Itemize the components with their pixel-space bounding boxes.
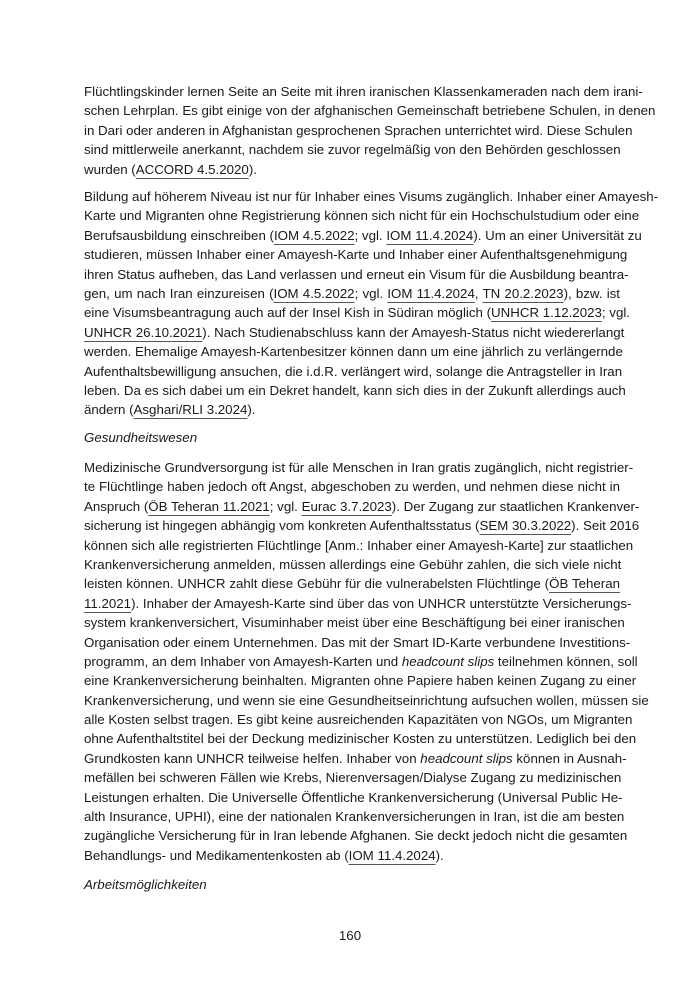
text-segment: ohne Aufenthaltstitel bei der Deckung medizinischer Kosten zu unterstützen. Lediglich bei den: [84, 731, 637, 747]
text-line: [84, 477, 620, 496]
text-line: [84, 140, 620, 159]
emphasized-term: headcount slips: [420, 750, 513, 766]
text-line: [84, 101, 656, 120]
text-segment: leben. Da es sich dabei um ein Dekret handelt, kann sich dies in der Zukunft allerdings auch: [84, 382, 626, 398]
text-segment: ). Seit 2016: [571, 518, 640, 534]
text-line: [84, 245, 628, 264]
text-line: [84, 594, 632, 613]
text-line: [84, 497, 640, 516]
text-line: [84, 381, 626, 400]
citation-link[interactable]: Asghari/RLI 3.2024: [133, 402, 248, 418]
text-line: [84, 516, 640, 535]
text-line: [84, 536, 634, 555]
text-line: [84, 652, 638, 671]
text-segment: ; vgl.: [601, 305, 630, 321]
text-line: [84, 187, 659, 206]
text-line: [84, 400, 620, 419]
citation-link[interactable]: IOM 11.4.2024: [348, 847, 436, 863]
text-line: [84, 226, 642, 245]
page-number: 160: [338, 928, 362, 943]
text-segment: ; vgl.: [354, 285, 388, 301]
text-segment: Medizinische Grundversorgung ist für alle Menschen in Iran gratis zugänglich, nicht registrier-: [84, 460, 634, 475]
text-segment: gen, um nach Iran einzureisen (: [84, 285, 274, 301]
citation-link[interactable]: ÖB Teheran: [549, 576, 620, 592]
emphasized-term: headcount slips: [401, 653, 495, 669]
text-segment: mefällen bei schweren Fällen wie Krebs, Nierenversagen/Dialyse Zugang zu medizinischen: [84, 770, 622, 786]
text-segment: in Dari oder anderen in Afghanistan gesprochenen Sprachen unterrichtet wird. Diese Schulen: [84, 122, 633, 138]
text-segment: ; vgl.: [354, 227, 387, 243]
text-line: [84, 633, 631, 652]
text-line: [84, 323, 625, 342]
text-line: [84, 82, 643, 101]
citation-link[interactable]: IOM 11.4.2024: [387, 285, 475, 301]
text-segment: alle Kosten selbst tragen. Es gibt keine ausreichenden Kapazitäten von NGOs, um Migranten: [84, 712, 633, 728]
text-line: [84, 788, 623, 807]
citation-link[interactable]: IOM 11.4.2024: [386, 227, 474, 243]
paragraph-health: [84, 458, 649, 865]
text-segment: Flüchtlingskinder lernen Seite an Seite mit ihren iranischen Klassenkameraden nach dem irani-: [84, 84, 643, 99]
text-segment: ihren Status aufheben, das Land verlassen und erneut ein Visum für die Ausbildung beantra-: [84, 266, 629, 282]
text-segment: ). Inhaber der Amayesh-Karte sind über das von UNHCR unterstützte Versicherungs-: [131, 595, 632, 611]
text-line: [84, 121, 633, 140]
text-segment: sicherung ist hingegen abhängig vom konkreten Aufenthaltsstatus (: [84, 518, 480, 534]
citation-link[interactable]: UNHCR 26.10.2021: [84, 324, 203, 340]
text-segment: Bildung auf höherem Niveau ist nur für Inhaber eines Visums zugänglich. Inhaber einer Amayesh-: [84, 189, 659, 204]
paragraph-higher-education: [84, 187, 659, 420]
text-line: [84, 206, 640, 225]
text-segment: Leistungen erhalten. Die Universelle Öffentliche Krankenversicherung (Universal Public He-: [84, 789, 623, 805]
text-segment: werden. Ehemalige Amayesh-Kartenbesitzer können dann um eine jährlich zu verlängernde: [84, 344, 623, 360]
text-segment: Organisation oder einem Unternehmen. Das mit der Smart ID-Karte verbundene Investitions-: [84, 634, 631, 650]
text-segment: Krankenversicherung anmelden, müssen allerdings eine Gebühr zahlen, die sich viele nicht: [84, 556, 622, 572]
citation-link[interactable]: 11.2021: [84, 595, 132, 611]
text-segment: ). Nach Studienabschluss kann der Amayesh-Status nicht wiedererlangt: [202, 324, 625, 340]
text-line: [84, 342, 623, 361]
text-segment: eine Krankenversicherung beinhalten. Migranten ohne Papiere haben keinen Zugang zu einer: [84, 673, 637, 689]
text-segment: schen Lehrplan. Es gibt einige von der afghanischen Gemeinschaft betriebene Schulen, in denen: [84, 103, 656, 119]
text-line: [84, 846, 620, 865]
citation-link[interactable]: IOM 4.5.2022: [273, 227, 355, 243]
text-segment: system krankenversichert, Visuminhaber meist über eine Beschäftigung bei einer iranischen: [84, 615, 625, 631]
text-line: [84, 160, 620, 179]
text-segment: leisten können. UNHCR zahlt diese Gebühr für die vulnerabelsten Flüchtlinge (: [84, 576, 550, 592]
text-line: [84, 613, 625, 632]
text-segment: ; vgl.: [269, 498, 302, 514]
text-line: [84, 691, 649, 710]
citation-link[interactable]: IOM 4.5.2022: [273, 285, 355, 301]
text-line: [84, 303, 630, 322]
text-line: [84, 284, 620, 303]
text-line: [84, 362, 623, 381]
text-line: [84, 768, 620, 787]
text-segment: ).: [435, 847, 444, 863]
text-segment: Aufenthaltsbewilligung ansuchen, die i.d.R. verlängert wird, solange die Antragsteller in Iran: [84, 363, 623, 379]
text-line: [84, 749, 627, 768]
text-segment: te Flüchtlinge haben jedoch oft Angst, abgeschoben zu werden, und nehmen diese nicht in: [84, 479, 620, 495]
text-segment: wurden (: [84, 161, 136, 177]
text-line: [84, 807, 625, 826]
text-line: [84, 729, 637, 748]
text-segment: Anspruch (: [84, 498, 149, 514]
text-segment: eine Visumsbeantragung auch auf der Insel Kish in Südiran möglich (: [84, 305, 492, 321]
text-line: [84, 574, 620, 593]
citation-link[interactable]: TN 20.2.2023: [482, 285, 564, 301]
text-line: [84, 826, 628, 845]
citation-link[interactable]: SEM 30.3.2022: [479, 518, 572, 534]
text-segment: Berufsausbildung einschreiben (: [84, 227, 274, 243]
citation-link[interactable]: ÖB Teheran 11.2021: [148, 498, 270, 514]
text-segment: ).: [247, 402, 256, 418]
text-line: [84, 710, 633, 729]
text-segment: zugängliche Versicherung für in Iran lebende Afghanen. Sie deckt jedoch nicht die gesamten: [84, 828, 628, 844]
text-line: [84, 458, 634, 477]
text-segment: teilnehmen können, soll: [494, 653, 638, 669]
text-segment: programm, an dem Inhaber von Amayesh-Karten und: [84, 653, 402, 669]
text-segment: Krankenversicherung, und wenn sie eine Gesundheitseinrichtung aufsuchen wollen, müssen sie: [84, 692, 649, 708]
section-heading-health: Gesundheitswesen: [84, 430, 198, 445]
text-line: [84, 671, 637, 690]
paragraph-schools: [84, 82, 656, 179]
text-segment: können in Ausnah-: [512, 750, 627, 766]
text-segment: Behandlungs- und Medikamentenkosten ab (: [84, 847, 349, 863]
citation-link[interactable]: ACCORD 4.5.2020: [135, 161, 249, 177]
text-segment: ,: [474, 285, 483, 301]
citation-link[interactable]: UNHCR 1.12.2023: [491, 305, 602, 321]
text-segment: ).: [248, 161, 257, 177]
text-segment: studieren, müssen Inhaber einer Amayesh-Karte und Inhaber einer Aufenthaltsgenehmigung: [84, 247, 628, 263]
text-segment: können sich alle registrierten Flüchtlinge [Anm.: Inhaber einer Amayesh-Karte] zur staatlichen: [84, 537, 634, 553]
text-segment: Grundkosten kann UNHCR teilweise helfen. Inhaber von: [84, 750, 421, 766]
text-segment: ). Der Zugang zur staatlichen Krankenver-: [391, 498, 640, 514]
text-segment: ). Um an einer Universität zu: [473, 227, 642, 243]
text-segment: ), bzw. ist: [563, 285, 620, 301]
text-segment: Karte und Migranten ohne Registrierung können sich nicht für ein Hochschulstudium oder eine: [84, 208, 640, 224]
text-line: [84, 265, 629, 284]
citation-link[interactable]: Eurac 3.7.2023: [301, 498, 392, 514]
section-heading-work: Arbeitsmöglichkeiten: [84, 877, 207, 892]
text-segment: ändern (: [84, 402, 134, 418]
text-segment: sind mittlerweile anerkannt, nachdem sie zuvor regelmäßig von den Behörden geschlossen: [84, 142, 621, 158]
text-line: [84, 555, 620, 574]
text-segment: alth Insurance, UPHI), eine der nationalen Krankenversicherungen in Iran, ist die am besten: [84, 809, 625, 825]
